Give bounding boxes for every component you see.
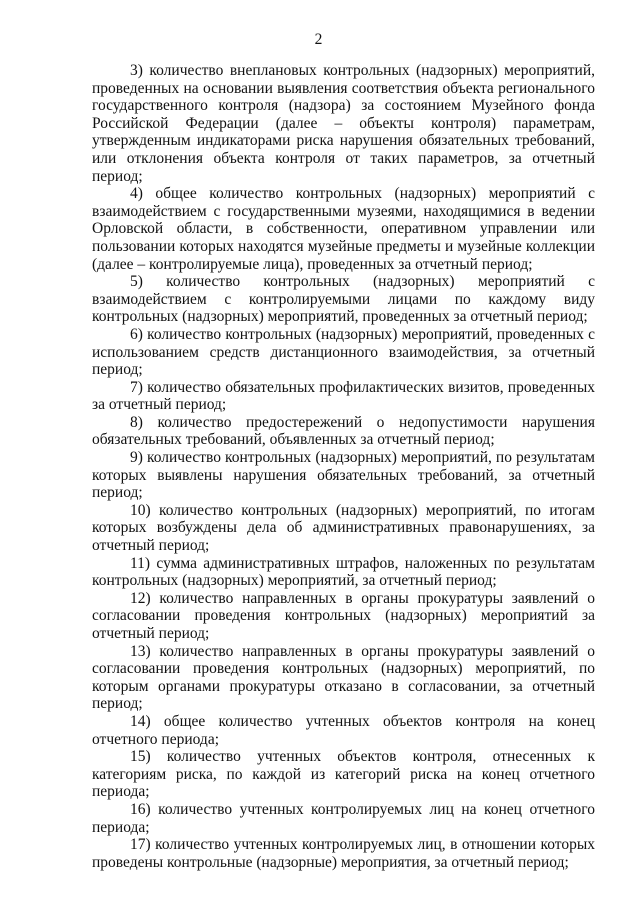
- list-item-7: 7) количество обязательных профилактических визитов, проведенных за отчетный период;: [92, 378, 595, 414]
- list-item-12: 12) количество направленных в органы прокуратуры заявлений о согласовании проведения контрольных (надзорных) мероприятий за отчетный период;: [92, 589, 595, 642]
- list-item-11: 11) сумма административных штрафов, наложенных по результатам контрольных (надзорных) мероприятий, за отчетный период;: [92, 554, 595, 590]
- document-body: [92, 62, 595, 871]
- list-item-10: 10) количество контрольных (надзорных) мероприятий, по итогам которых возбуждены дела об административных правонарушениях, за отчетный период;: [92, 501, 595, 555]
- list-item-14: 14) общее количество учтенных объектов контроля на конец отчетного периода;: [92, 712, 595, 748]
- page-number: 2: [314, 31, 323, 48]
- list-item-4: 4) общее количество контрольных (надзорных) мероприятий с взаимодействием с государственными музеями, находящимися в ведении Орловской области, в собственности, оперативном управлении или пользовании которых находятся музейные предметы и музейные коллекции (далее – контролируемые лица), проведенных за отчетный период;: [92, 185, 595, 273]
- list-item-15: 15) количество учтенных объектов контроля, отнесенных к категориям риска, по каждой из категорий риска на конец отчетного периода;: [92, 748, 595, 801]
- list-item-5: 5) количество контрольных (надзорных) мероприятий с взаимодействием с контролируемыми лицами по каждому виду контрольных (надзорных) мероприятий, проведенных за отчетный период;: [92, 273, 595, 326]
- list-item-8: 8) количество предостережений о недопустимости нарушения обязательных требований, объявленных за отчетный период;: [92, 413, 595, 449]
- list-item-17: 17) количество учтенных контролируемых лиц, в отношении которых проведены контрольные (надзорные) мероприятия, за отчетный период;: [92, 836, 595, 871]
- list-item-6: 6) количество контрольных (надзорных) мероприятий, проведенных с использованием средств дистанционного взаимодействия, за отчетный период;: [92, 325, 595, 379]
- list-item-9: 9) количество контрольных (надзорных) мероприятий, по результатам которых выявлены нарушения обязательных требований, за отчетный период;: [92, 449, 595, 502]
- list-item-3: 3) количество внеплановых контрольных (надзорных) мероприятий, проведенных на основании выявления соответствия объекта регионального государственного контроля (надзора) за состоянием Музейного фонда Российской Федерации (далее – объекты контроля) параметрам, утвержденным индикаторами риска нарушения обязательных требований, или отклонения объекта контроля от таких параметров, за отчетный период;: [92, 62, 595, 185]
- list-item-13: 13) количество направленных в органы прокуратуры заявлений о согласовании проведения контрольных (надзорных) мероприятий, по которым органами прокуратуры отказано в согласовании, за отчетный период;: [92, 642, 595, 713]
- list-item-16: 16) количество учтенных контролируемых лиц на конец отчетного периода;: [92, 800, 595, 836]
